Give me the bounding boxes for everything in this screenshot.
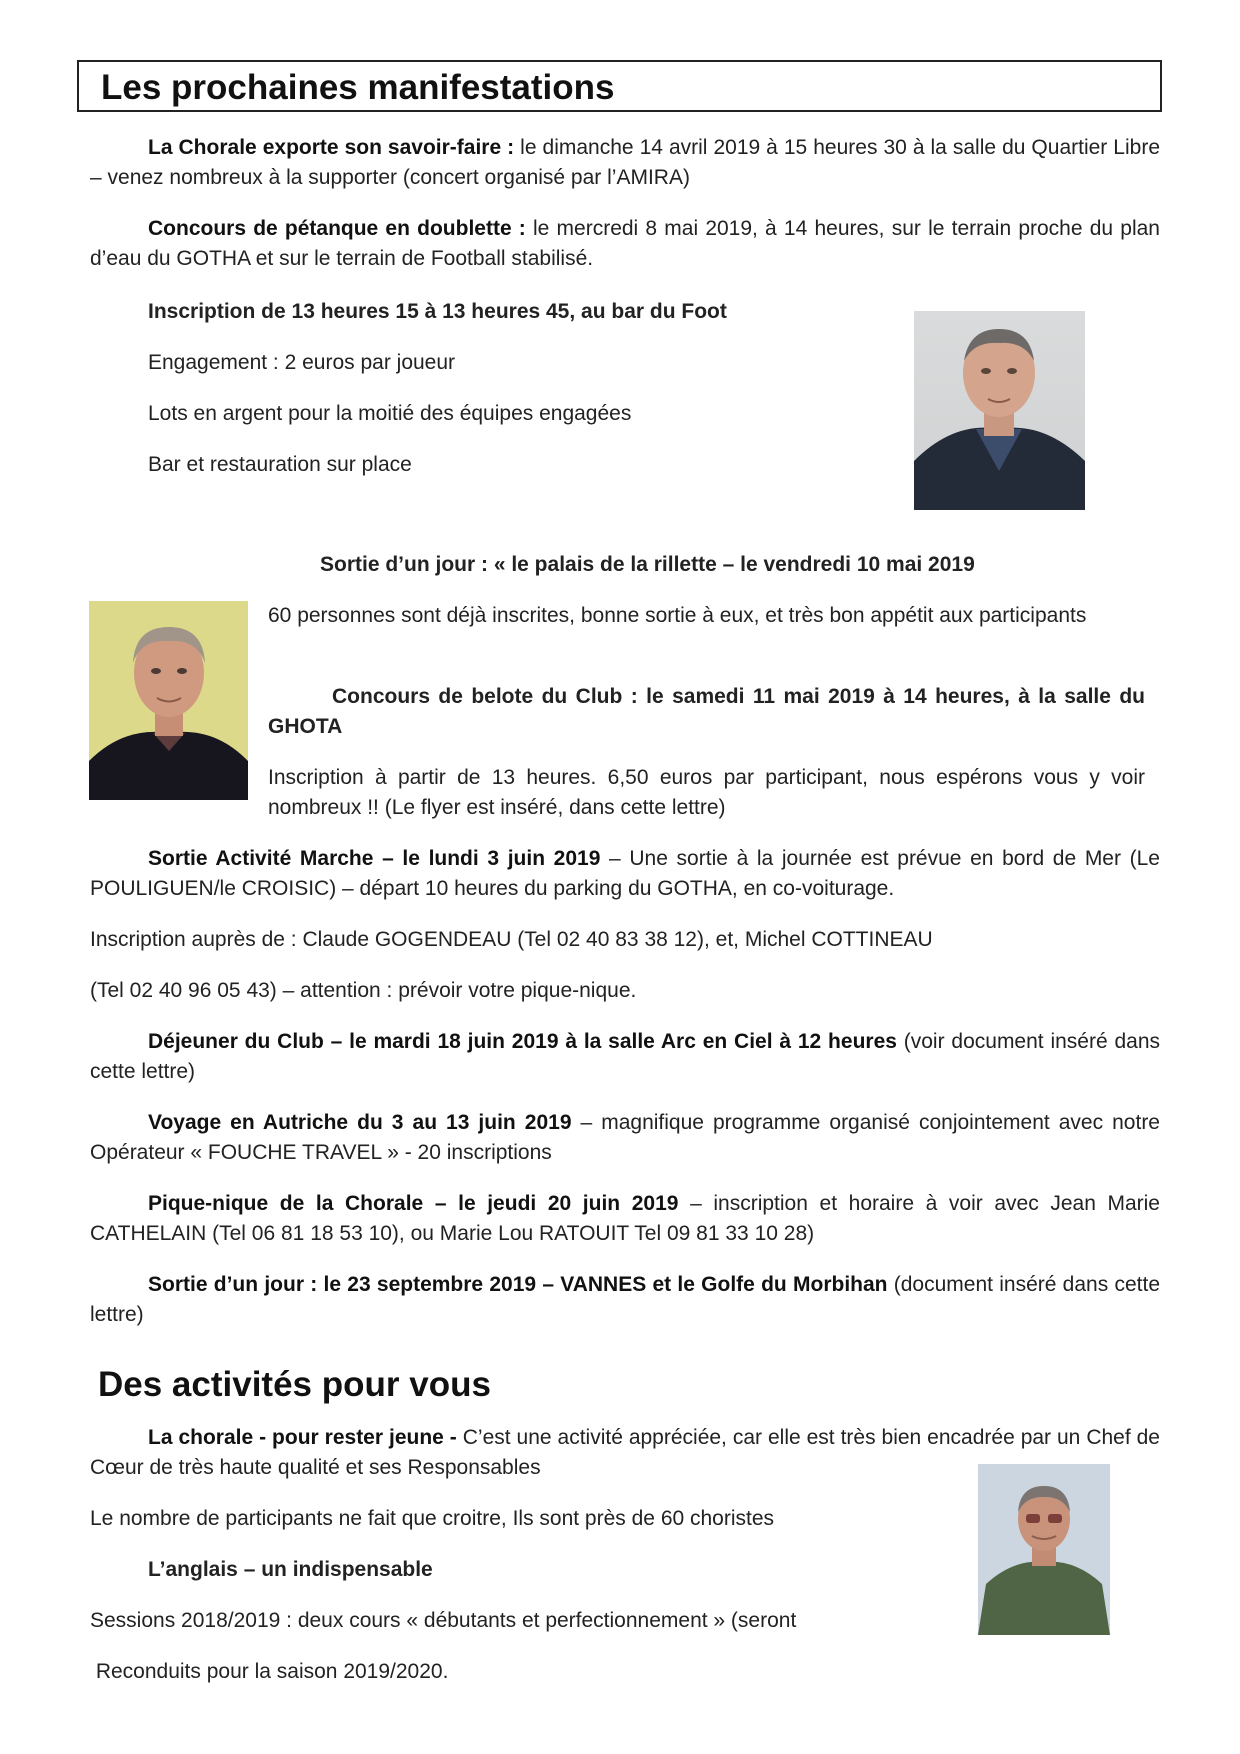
activity-chorale-nombre: Le nombre de participants ne fait que croitre, Ils sont près de 60 choristes [90, 1507, 775, 1530]
activity-reconduits: Reconduits pour la saison 2019/2020. [90, 1660, 449, 1683]
petanque-inscription: Inscription de 13 heures 15 à 13 heures 45, au bar du Foot [148, 300, 727, 323]
belote-text: Inscription à partir de 13 heures. 6,50 euros par participant, nous espérons vous y voir nombreux !! (Le flyer est inséré, dans cette lettre) [268, 766, 1145, 819]
section-title: Les prochaines manifestations [101, 68, 615, 107]
photo-portrait-2 [89, 601, 248, 800]
event-belote: Concours de belote du Club : le samedi 11 mai 2019 à 14 heures, à la salle du GHOTA [268, 685, 1145, 738]
marche-inscription: Inscription auprès de : Claude GOGENDEAU (Tel 02 40 83 38 12), et, Michel COTTINEAU [90, 928, 933, 951]
event-voyage: Voyage en Autriche du 3 au 13 juin 2019 – magnifique programme organisé conjointement avec notre Opérateur « FOUCHE TRAVEL » - 20 inscriptions [90, 1111, 1160, 1164]
activity-anglais: L’anglais – un indispensable [148, 1558, 433, 1581]
event-dejeuner: Déjeuner du Club – le mardi 18 juin 2019 à la salle Arc en Ciel à 12 heures (voir document inséré dans cette lettre) [90, 1030, 1160, 1083]
sortie-rillette-text: 60 personnes sont déjà inscrites, bonne sortie à eux, et très bon appétit aux participants [268, 604, 1087, 627]
event-marche: Sortie Activité Marche – le lundi 3 juin 2019 – Une sortie à la journée est prévue en bord de Mer (Le POULIGUEN/le CROISIC) – départ 10 heures du parking du GOTHA, en co-voiturage. [90, 847, 1160, 900]
event-sortie-rillette: Sortie d’un jour : « le palais de la rillette – le vendredi 10 mai 2019 [320, 553, 975, 576]
petanque-engagement: Engagement : 2 euros par joueur [148, 351, 456, 374]
portrait-2-image [89, 601, 248, 800]
event-vannes: Sortie d’un jour : le 23 septembre 2019 – VANNES et le Golfe du Morbihan (document inséré dans cette lettre) [90, 1273, 1160, 1326]
activity-sessions: Sessions 2018/2019 : deux cours « débutants et perfectionnement » (seront [90, 1609, 797, 1632]
marche-tel: (Tel 02 40 96 05 43) – attention : prévoir votre pique-nique. [90, 979, 637, 1002]
photo-portrait-3 [978, 1464, 1110, 1635]
portrait-1-image [914, 311, 1085, 510]
photo-portrait-1 [914, 311, 1085, 510]
event-petanque: Concours de pétanque en doublette : le mercredi 8 mai 2019, à 14 heures, sur le terrain proche du plan d’eau du GOTHA et sur le terrain de Football stabilisé. [90, 217, 1160, 270]
petanque-lots: Lots en argent pour la moitié des équipes engagées [148, 402, 632, 425]
event-chorale: La Chorale exporte son savoir-faire : le dimanche 14 avril 2019 à 15 heures 30 à la salle du Quartier Libre – venez nombreux à la supporter (concert organisé par l’AMIRA) [90, 136, 1160, 189]
section-title-box [77, 60, 1162, 112]
event-piquenique: Pique-nique de la Chorale – le jeudi 20 juin 2019 – inscription et horaire à voir avec Jean Marie CATHELAIN (Tel 06 81 18 53 10), ou Marie Lou RATOUIT Tel 09 81 33 10 28) [90, 1192, 1160, 1245]
portrait-3-image [978, 1464, 1110, 1635]
section2-title: Des activités pour vous [98, 1365, 491, 1404]
activity-chorale: La chorale - pour rester jeune - C’est une activité appréciée, car elle est très bien encadrée par un Chef de Cœur de très haute qualité et ses Responsables [90, 1426, 1160, 1479]
petanque-bar: Bar et restauration sur place [148, 453, 412, 476]
